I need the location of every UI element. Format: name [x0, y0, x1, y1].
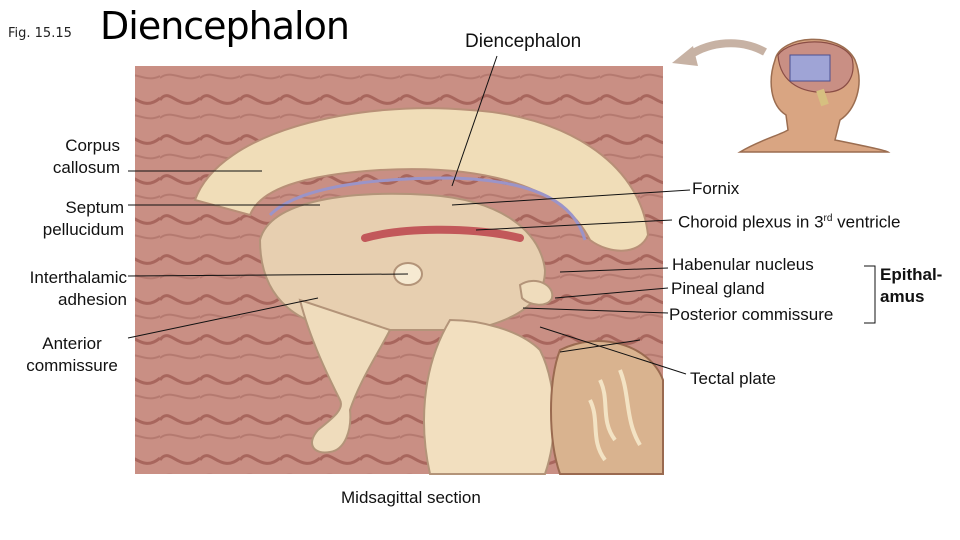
diencephalon-label: Diencephalon	[465, 31, 582, 52]
septum-pellucidum-label: Septum pellucidum	[42, 198, 124, 239]
caption: Midsagittal section	[341, 488, 481, 507]
posterior-commissure-label: Posterior commissure	[669, 305, 834, 324]
head-thumbnail	[740, 39, 888, 152]
choroid-plexus-label: Choroid plexus in 3rd ventricle	[678, 212, 901, 232]
corpus-callosum-label: Corpus callosum	[52, 136, 120, 177]
tectal-plate-label: Tectal plate	[690, 369, 776, 388]
pineal-gland-label: Pineal gland	[671, 279, 765, 298]
habenular-nucleus-label: Habenular nucleus	[672, 255, 814, 274]
interthalamic-adhesion-label: Interthalamic adhesion	[29, 268, 127, 309]
figure-number: Fig. 15.15	[8, 26, 72, 41]
epithalamus-label: Epithal- amus	[880, 265, 943, 306]
fornix-label: Fornix	[692, 179, 740, 198]
pineal-gland-shape	[520, 281, 552, 305]
arrow-shape	[690, 43, 765, 55]
anterior-commissure-label: Anterior commissure	[26, 334, 118, 375]
page-title: Diencephalon	[100, 4, 349, 48]
